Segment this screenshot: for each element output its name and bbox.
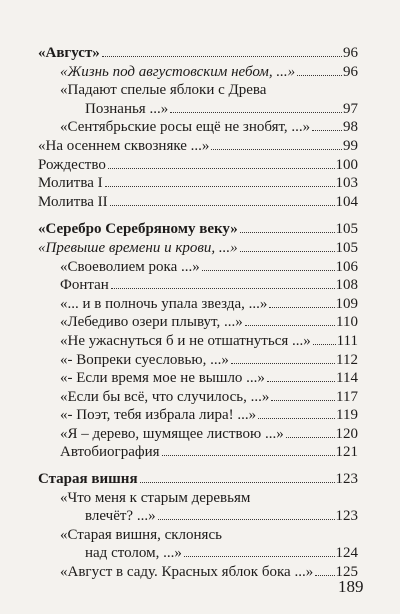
dot-leader <box>240 232 335 233</box>
toc-entry-title: «Я – дерево, шумящее листвою ...» <box>60 425 284 442</box>
toc-entry-title: над столом, ...» <box>85 545 182 562</box>
toc-entry-title: влечёт? ...» <box>85 508 156 525</box>
dot-leader <box>286 437 335 438</box>
dot-leader <box>313 344 336 345</box>
toc-entry <box>38 369 358 388</box>
toc-entry-page: 114 <box>336 370 358 387</box>
toc-entry-page: 96 <box>343 63 358 80</box>
toc-entry-page: 103 <box>335 175 358 192</box>
toc-entry-title: «... и в полночь упала звезда, ...» <box>60 295 268 312</box>
toc-entry-page: 112 <box>336 351 358 368</box>
toc-entry-page: 119 <box>336 407 358 424</box>
dot-leader <box>170 112 342 113</box>
toc-entry <box>38 313 358 332</box>
toc-entry <box>38 118 358 137</box>
dot-leader <box>315 575 334 576</box>
toc-entry-line: «Старая вишня, склонясь <box>60 526 222 543</box>
toc-entry-page: 121 <box>335 444 358 461</box>
toc-entry <box>38 63 358 82</box>
toc-entry-title: Рождество <box>38 156 106 173</box>
toc-entry <box>38 425 358 444</box>
toc-section-heading <box>38 44 358 63</box>
dot-leader <box>231 363 335 364</box>
dot-leader <box>258 418 335 419</box>
toc-entry <box>38 563 358 582</box>
toc-entry-page: 109 <box>335 295 358 312</box>
toc-entry-title: «- Поэт, тебя избрала лира! ...» <box>60 407 257 424</box>
toc-entry-page: 97 <box>343 100 358 117</box>
toc-entry-page: 108 <box>335 277 358 294</box>
toc-entry-page: 125 <box>335 564 358 581</box>
toc-entry-page: 105 <box>335 239 358 256</box>
toc-entry <box>38 193 358 212</box>
dot-leader <box>267 381 335 382</box>
toc-entry-title: Молитва I <box>38 175 103 192</box>
toc-entry-title: Познанья ...» <box>85 100 169 117</box>
toc-entry <box>38 258 358 277</box>
toc-entry <box>38 137 358 156</box>
toc-entry-page: 111 <box>336 332 358 349</box>
toc-section-heading <box>38 470 358 489</box>
toc-entry <box>38 276 358 295</box>
dot-leader <box>297 75 342 76</box>
toc-section-heading <box>38 220 358 239</box>
toc-entry-page: 98 <box>343 119 358 136</box>
toc-entry <box>38 156 358 175</box>
toc-entry-title: Старая вишня <box>38 471 138 488</box>
toc-entry <box>38 406 358 425</box>
toc-entry-line: «Что меня к старым деревьям <box>60 489 251 506</box>
toc-entry <box>38 332 358 351</box>
toc-entry-title: «Сентябрьские росы ещё не знобят, ...» <box>60 119 311 136</box>
toc-entry-page: 124 <box>335 545 358 562</box>
dot-leader <box>162 455 335 456</box>
toc-entry-line: «Падают спелые яблоки с Древа <box>60 82 267 99</box>
toc-entry <box>38 544 358 563</box>
dot-leader <box>111 288 335 289</box>
toc-entry <box>38 443 358 462</box>
toc-entry-title: «Серебро Серебряному веку» <box>38 221 238 238</box>
toc-entry-title: Молитва II <box>38 193 108 210</box>
dot-leader <box>245 325 335 326</box>
dot-leader <box>312 130 342 131</box>
dot-leader <box>105 186 335 187</box>
dot-leader <box>202 270 335 271</box>
page-number: 189 <box>338 577 364 596</box>
dot-leader <box>184 556 335 557</box>
toc-entry-title: «- Вопреки суесловью, ...» <box>60 351 229 368</box>
table-of-contents <box>38 44 358 582</box>
dot-leader <box>211 149 342 150</box>
dot-leader <box>110 205 335 206</box>
toc-entry-title: «На осеннем сквозняке ...» <box>38 137 210 154</box>
toc-entry-title: «Лебедиво озери плывут, ...» <box>60 314 243 331</box>
dot-leader <box>240 251 335 252</box>
dot-leader <box>158 519 335 520</box>
toc-entry-title: «Август» <box>38 45 100 61</box>
dot-leader <box>269 307 334 308</box>
toc-entry-page: 99 <box>343 137 358 154</box>
toc-entry <box>38 239 358 258</box>
toc-entry-title: «- Если время мое не вышло ...» <box>60 370 265 387</box>
toc-entry-page: 123 <box>335 508 358 525</box>
toc-entry-page: 110 <box>336 314 358 331</box>
toc-entry-title: Фонтан <box>60 277 109 294</box>
toc-entry-title: «Жизнь под августовским небом, ...» <box>60 63 296 80</box>
toc-entry <box>38 174 358 193</box>
dot-leader <box>108 168 335 169</box>
toc-entry-title: «Если бы всё, что случилось, ...» <box>60 388 270 405</box>
toc-entry-title: «Не ужаснуться б и не отшатнуться ...» <box>60 332 311 349</box>
toc-entry <box>38 351 358 370</box>
toc-entry-page: 100 <box>335 156 358 173</box>
toc-entry <box>38 507 358 526</box>
toc-entry <box>38 388 358 407</box>
toc-entry-title: «Август в саду. Красных яблок бока ...» <box>60 564 314 581</box>
toc-entry-page: 117 <box>336 388 358 405</box>
toc-entry-page: 123 <box>335 471 358 488</box>
toc-entry <box>38 295 358 314</box>
toc-entry-page: 120 <box>335 425 358 442</box>
toc-entry-title: «Превыше времени и крови, ...» <box>38 239 238 256</box>
toc-entry-page: 105 <box>335 221 358 238</box>
toc-entry-page: 106 <box>335 258 358 275</box>
dot-leader <box>102 56 342 57</box>
toc-entry-title: Автобиография <box>60 444 160 461</box>
toc-entry <box>38 100 358 119</box>
toc-entry-page: 96 <box>343 45 358 61</box>
toc-entry-title: «Своеволием рока ...» <box>60 258 200 275</box>
toc-entry-page: 104 <box>335 193 358 210</box>
dot-leader <box>271 400 335 401</box>
dot-leader <box>140 482 335 483</box>
